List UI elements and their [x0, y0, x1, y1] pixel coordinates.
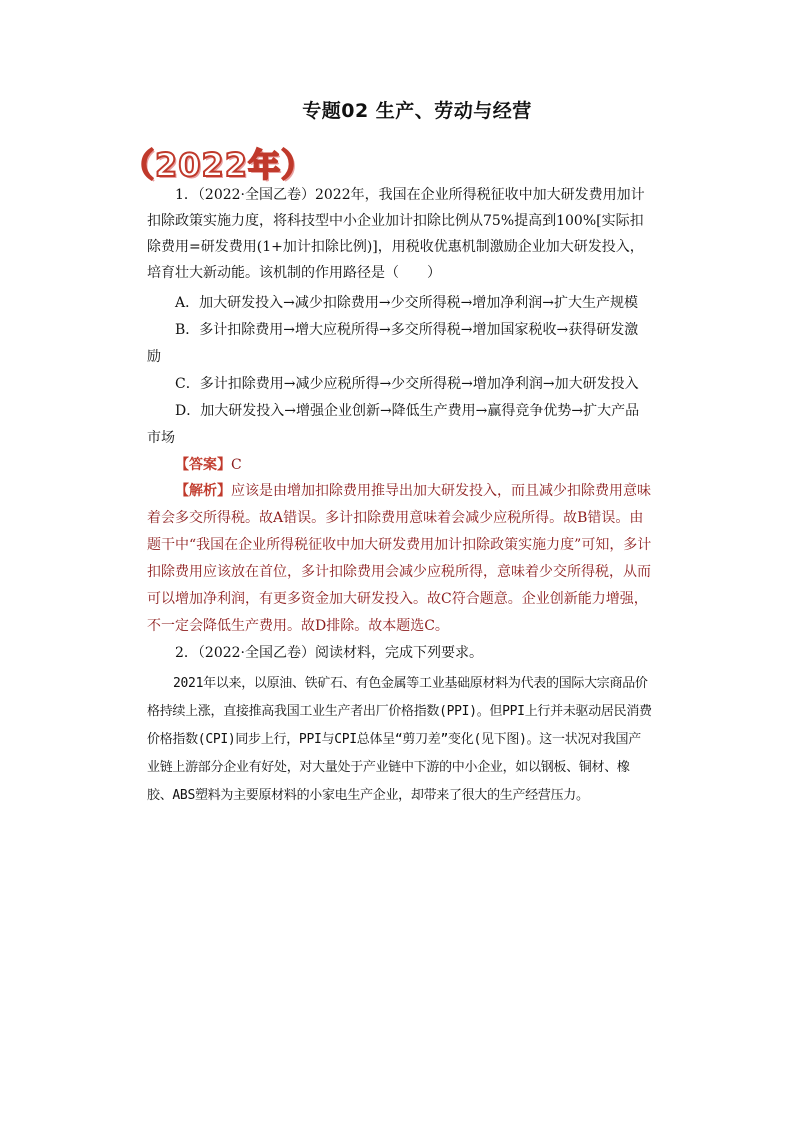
option-b: B．多计扣除费用→增大应税所得→多交所得税→增加国家税收→获得研发激励: [147, 322, 639, 365]
question-2-material: 2021年以来，以原油、铁矿石、有色金属等工业基础原材料为代表的国际大宗商品价格持续上涨，直接推高我国工业生产者出厂价格指数(PPI)。但PPI上行并未驱动居民消费价格指数(CPI)同步上行，PPI与CPI总体呈“剪刀差”变化(见下图)。这一状况对我国产业链上游部分企业有好处，对大量处于产业链中下游的中小企业，如以钢板、铜材、橡胶、ABS塑料为主要原材料的小家电生产企业，却带来了很大的生产经营压力。: [147, 676, 652, 803]
content-body: [147, 182, 652, 810]
answer-value: C: [231, 457, 242, 473]
analysis-tag: 【解析】: [175, 483, 231, 499]
question-1-options: [147, 290, 652, 452]
question-2-stem: 2．（2022·全国乙卷）阅读材料，完成下列要求。: [175, 645, 483, 661]
analysis-text: 应该是由增加扣除费用推导出加大研发投入，而且减少扣除费用意味着会多交所得税。故A错误。多计扣除费用意味着会减少应税所得。故B错误。由题干中“我国在企业所得税征收中加大研发费用加计扣除政策实施力度”可知，多计扣除费用应该放在首位，多计扣除费用会减少应税所得，意味着少交所得税，从而可以增加净利润，有更多资金加大研发投入。故C符合题意。企业创新能力增强，不一定会降低生产费用。故D排除。故本题选C。: [147, 483, 652, 634]
option-a: A．加大研发投入→减少扣除费用→少交所得税→增加净利润→扩大生产规模: [175, 295, 639, 311]
page-title: 专题02 生产、劳动与经营: [302, 100, 532, 122]
answer-tag: 【答案】: [175, 457, 231, 473]
answer-line: [147, 452, 652, 478]
analysis-paragraph: [147, 478, 652, 640]
option-c: C．多计扣除费用→减少应税所得→少交所得税→增加净利润→加大研发投入: [175, 376, 639, 392]
option-d: D．加大研发投入→增强企业创新→降低生产费用→赢得竞争优势→扩大产品市场: [147, 403, 640, 446]
year-badge: （2022年）: [122, 146, 315, 184]
question-1-stem: 1．（2022·全国乙卷）2022年，我国在企业所得税征收中加大研发费用加计扣除政策实施力度，将科技型中小企业加计扣除比例从75%提高到100%[实际扣除费用=研发费用(1+加计扣除比例)]，用税收优惠机制激励企业加大研发投入，培育壮大新动能。该机制的作用路径是（ ）: [147, 187, 645, 281]
